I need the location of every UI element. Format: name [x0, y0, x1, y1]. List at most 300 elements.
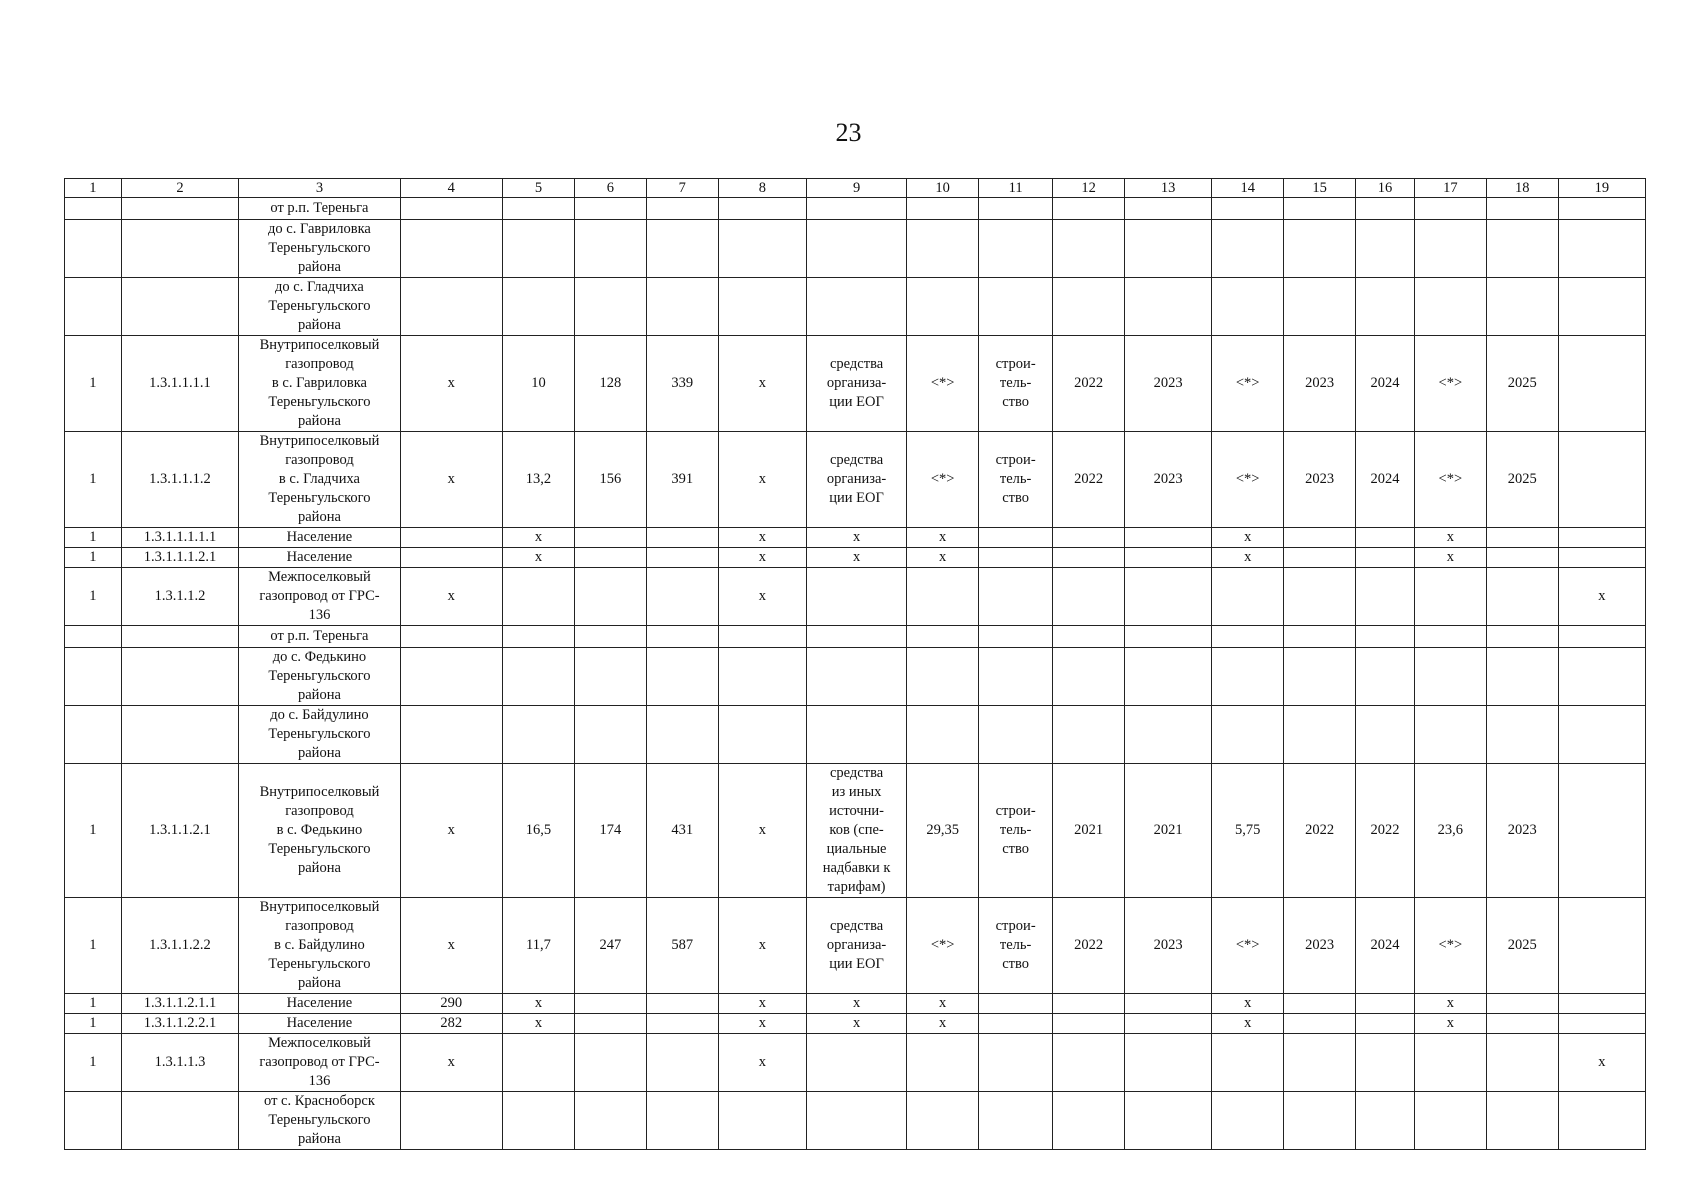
table-cell-col-1: [65, 220, 122, 278]
table-cell-col-16: [1356, 278, 1415, 336]
table-row: [65, 764, 1646, 898]
table-cell-col-12: [1053, 648, 1125, 706]
table-cell-col-15: [1284, 1014, 1356, 1034]
table-cell-col-6: [574, 568, 646, 626]
table-cell-col-14: [1212, 648, 1284, 706]
table-cell-col-15: 2023: [1284, 432, 1356, 528]
table-cell-col-13: [1125, 706, 1212, 764]
table-cell-col-12: [1053, 1014, 1125, 1034]
table-cell-col-1: [65, 1092, 122, 1150]
table-cell-col-16: [1356, 198, 1415, 220]
table-cell-col-8: x: [718, 1014, 806, 1034]
column-header: 7: [646, 179, 718, 198]
table-cell-col-7: [646, 626, 718, 648]
table-cell-col-9: x: [806, 528, 906, 548]
table-cell-col-2: [121, 706, 239, 764]
table-cell-col-8: [718, 648, 806, 706]
table-cell-col-12: [1053, 278, 1125, 336]
column-header: 12: [1053, 179, 1125, 198]
table-cell-col-5: 16,5: [502, 764, 574, 898]
table-cell-col-14: x: [1212, 528, 1284, 548]
table-cell-col-14: [1212, 626, 1284, 648]
table-cell-col-17: 23,6: [1414, 764, 1486, 898]
table-cell-col-13: [1125, 528, 1212, 548]
table-cell-col-18: [1486, 548, 1558, 568]
table-cell-col-18: [1486, 278, 1558, 336]
table-cell-col-11: [979, 548, 1053, 568]
table-cell-col-16: 2024: [1356, 336, 1415, 432]
page-number: 23: [835, 118, 862, 147]
table-cell-col-12: [1053, 220, 1125, 278]
column-header: 1: [65, 179, 122, 198]
table-cell-col-19: [1558, 548, 1645, 568]
table-cell-col-14: <*>: [1212, 336, 1284, 432]
table-cell-col-16: [1356, 548, 1415, 568]
table-cell-col-13: [1125, 548, 1212, 568]
table-cell-col-3: до с. Федькино Тереньгульского района: [239, 648, 400, 706]
table-cell-col-15: [1284, 548, 1356, 568]
table-cell-col-6: 174: [574, 764, 646, 898]
table-cell-col-1: 1: [65, 432, 122, 528]
table-cell-col-2: 1.3.1.1.3: [121, 1034, 239, 1092]
table-cell-col-1: 1: [65, 548, 122, 568]
table-cell-col-2: [121, 278, 239, 336]
table-cell-col-7: [646, 648, 718, 706]
column-header: 4: [400, 179, 502, 198]
table-cell-col-13: 2023: [1125, 898, 1212, 994]
table-cell-col-19: [1558, 898, 1645, 994]
table-cell-col-8: [718, 706, 806, 764]
table-cell-col-3: от с. Красноборск Тереньгульского района: [239, 1092, 400, 1150]
table-cell-col-10: [907, 1034, 979, 1092]
table-row: [65, 1034, 1646, 1092]
table-cell-col-17: x: [1414, 1014, 1486, 1034]
table-cell-col-15: [1284, 278, 1356, 336]
table-cell-col-5: [502, 626, 574, 648]
table-cell-col-1: 1: [65, 994, 122, 1014]
table-cell-col-9: [806, 1092, 906, 1150]
table-cell-col-13: [1125, 1092, 1212, 1150]
table-cell-col-6: [574, 548, 646, 568]
table-cell-col-7: [646, 528, 718, 548]
table-cell-col-9: [806, 626, 906, 648]
table-cell-col-15: [1284, 1092, 1356, 1150]
table-cell-col-3: Население: [239, 994, 400, 1014]
table-cell-col-7: [646, 994, 718, 1014]
table-cell-col-7: 339: [646, 336, 718, 432]
table-cell-col-3: Население: [239, 528, 400, 548]
table-cell-col-17: [1414, 220, 1486, 278]
table-cell-col-19: [1558, 994, 1645, 1014]
table-row: [65, 528, 1646, 548]
table-cell-col-12: [1053, 626, 1125, 648]
table-cell-col-5: x: [502, 1014, 574, 1034]
table-cell-col-10: [907, 706, 979, 764]
table-cell-col-5: [502, 1092, 574, 1150]
table-cell-col-13: [1125, 1014, 1212, 1034]
table-cell-col-11: [979, 1014, 1053, 1034]
table-cell-col-11: [979, 626, 1053, 648]
table-cell-col-12: [1053, 548, 1125, 568]
table-cell-col-4: [400, 626, 502, 648]
table-row: [65, 336, 1646, 432]
table-cell-col-14: [1212, 220, 1284, 278]
table-cell-col-7: [646, 1034, 718, 1092]
table-cell-col-8: x: [718, 994, 806, 1014]
table-cell-col-14: <*>: [1212, 432, 1284, 528]
table-cell-col-6: 156: [574, 432, 646, 528]
table-cell-col-5: [502, 706, 574, 764]
table-cell-col-14: [1212, 706, 1284, 764]
table-row: [65, 432, 1646, 528]
table-cell-col-7: [646, 1014, 718, 1034]
table-cell-col-11: [979, 568, 1053, 626]
table-cell-col-7: 391: [646, 432, 718, 528]
table-cell-col-9: средства организа- ции ЕОГ: [806, 432, 906, 528]
table-cell-col-4: [400, 220, 502, 278]
table-cell-col-1: 1: [65, 528, 122, 548]
table-row: [65, 1014, 1646, 1034]
table-cell-col-9: [806, 706, 906, 764]
table-cell-col-17: x: [1414, 548, 1486, 568]
table-row: [65, 220, 1646, 278]
table-cell-col-3: Внутрипоселковый газопровод в с. Байдулино Тереньгульского района: [239, 898, 400, 994]
table-cell-col-3: до с. Байдулино Тереньгульского района: [239, 706, 400, 764]
table-cell-col-9: [806, 278, 906, 336]
table-cell-col-16: [1356, 626, 1415, 648]
table-cell-col-13: 2021: [1125, 764, 1212, 898]
table-cell-col-6: 128: [574, 336, 646, 432]
table-cell-col-3: от р.п. Тереньга: [239, 626, 400, 648]
table-cell-col-18: 2023: [1486, 764, 1558, 898]
table-cell-col-9: [806, 568, 906, 626]
table-cell-col-15: [1284, 706, 1356, 764]
table-cell-col-8: x: [718, 764, 806, 898]
table-cell-col-2: 1.3.1.1.2.1.1: [121, 994, 239, 1014]
table-cell-col-17: [1414, 1034, 1486, 1092]
table-cell-col-11: [979, 220, 1053, 278]
table-cell-col-17: x: [1414, 994, 1486, 1014]
table-row: [65, 278, 1646, 336]
table-cell-col-4: [400, 198, 502, 220]
table-cell-col-1: 1: [65, 336, 122, 432]
table-cell-col-10: x: [907, 528, 979, 548]
table-cell-col-2: 1.3.1.1.2.2.1: [121, 1014, 239, 1034]
table-cell-col-8: [718, 198, 806, 220]
table-cell-col-9: средства из иных источни- ков (спе- циальные надбавки к тарифам): [806, 764, 906, 898]
table-cell-col-4: x: [400, 336, 502, 432]
table-cell-col-6: [574, 198, 646, 220]
table-cell-col-9: x: [806, 994, 906, 1014]
table-cell-col-6: [574, 626, 646, 648]
table-cell-col-14: [1212, 278, 1284, 336]
table-cell-col-4: x: [400, 1034, 502, 1092]
table-cell-col-11: [979, 994, 1053, 1014]
table-cell-col-5: x: [502, 528, 574, 548]
table-cell-col-8: x: [718, 898, 806, 994]
table-cell-col-9: x: [806, 1014, 906, 1034]
table-cell-col-11: [979, 1034, 1053, 1092]
table-cell-col-4: [400, 706, 502, 764]
table-cell-col-6: [574, 278, 646, 336]
table-cell-col-14: [1212, 198, 1284, 220]
table-cell-col-19: [1558, 1014, 1645, 1034]
table-cell-col-12: 2022: [1053, 898, 1125, 994]
table-cell-col-17: <*>: [1414, 432, 1486, 528]
table-cell-col-11: строи- тель- ство: [979, 336, 1053, 432]
table-cell-col-1: [65, 278, 122, 336]
column-header: 16: [1356, 179, 1415, 198]
table-cell-col-18: [1486, 994, 1558, 1014]
table-cell-col-8: [718, 1092, 806, 1150]
table-cell-col-17: <*>: [1414, 898, 1486, 994]
column-header: 18: [1486, 179, 1558, 198]
table-cell-col-6: [574, 1034, 646, 1092]
table-cell-col-11: [979, 278, 1053, 336]
table-cell-col-10: [907, 278, 979, 336]
table-cell-col-16: 2024: [1356, 898, 1415, 994]
table-cell-col-12: 2022: [1053, 432, 1125, 528]
table-cell-col-10: <*>: [907, 336, 979, 432]
table-cell-col-7: [646, 278, 718, 336]
table-cell-col-9: [806, 220, 906, 278]
table-cell-col-19: [1558, 220, 1645, 278]
table-cell-col-9: x: [806, 548, 906, 568]
table-cell-col-5: [502, 648, 574, 706]
table-row: [65, 648, 1646, 706]
table-cell-col-10: <*>: [907, 432, 979, 528]
table-cell-col-19: [1558, 1092, 1645, 1150]
table-cell-col-15: [1284, 568, 1356, 626]
table-cell-col-19: x: [1558, 568, 1645, 626]
table-cell-col-18: [1486, 528, 1558, 548]
table-cell-col-9: средства организа- ции ЕОГ: [806, 898, 906, 994]
table-cell-col-16: [1356, 220, 1415, 278]
table-cell-col-18: 2025: [1486, 898, 1558, 994]
table-cell-col-15: [1284, 220, 1356, 278]
table-cell-col-10: [907, 568, 979, 626]
table-cell-col-16: [1356, 1034, 1415, 1092]
table-cell-col-8: x: [718, 548, 806, 568]
column-header: 5: [502, 179, 574, 198]
table-cell-col-6: [574, 1014, 646, 1034]
table-cell-col-13: [1125, 568, 1212, 626]
table-cell-col-8: x: [718, 568, 806, 626]
table-cell-col-4: 282: [400, 1014, 502, 1034]
table-cell-col-3: Внутрипоселковый газопровод в с. Гавриловка Тереньгульского района: [239, 336, 400, 432]
table-cell-col-11: строи- тель- ство: [979, 898, 1053, 994]
table-cell-col-3: Межпоселковый газопровод от ГРС- 136: [239, 1034, 400, 1092]
table-cell-col-6: 247: [574, 898, 646, 994]
table-cell-col-12: [1053, 528, 1125, 548]
table-cell-col-6: [574, 220, 646, 278]
table-cell-col-5: 13,2: [502, 432, 574, 528]
table-cell-col-3: Межпоселковый газопровод от ГРС- 136: [239, 568, 400, 626]
table-row: [65, 626, 1646, 648]
table-cell-col-14: x: [1212, 548, 1284, 568]
table-cell-col-3: Внутрипоселковый газопровод в с. Гладчиха Тереньгульского района: [239, 432, 400, 528]
table-cell-col-2: 1.3.1.1.1.2.1: [121, 548, 239, 568]
column-header: 9: [806, 179, 906, 198]
table-cell-col-7: 587: [646, 898, 718, 994]
table-cell-col-15: [1284, 528, 1356, 548]
table-cell-col-1: [65, 626, 122, 648]
table-cell-col-2: 1.3.1.1.2: [121, 568, 239, 626]
table-cell-col-15: [1284, 994, 1356, 1014]
table-cell-col-12: [1053, 1092, 1125, 1150]
column-header: 8: [718, 179, 806, 198]
table-cell-col-10: [907, 1092, 979, 1150]
table-cell-col-2: [121, 220, 239, 278]
table-cell-col-5: [502, 278, 574, 336]
table-cell-col-3: до с. Гавриловка Тереньгульского района: [239, 220, 400, 278]
table-cell-col-4: x: [400, 568, 502, 626]
investment-program-table: [64, 178, 1646, 1150]
table-cell-col-5: [502, 198, 574, 220]
table-cell-col-17: [1414, 1092, 1486, 1150]
table-cell-col-5: [502, 220, 574, 278]
table-cell-col-11: [979, 1092, 1053, 1150]
table-cell-col-13: [1125, 220, 1212, 278]
table-cell-col-16: [1356, 568, 1415, 626]
table-cell-col-10: [907, 198, 979, 220]
table-cell-col-14: [1212, 1092, 1284, 1150]
table-cell-col-19: [1558, 764, 1645, 898]
table-cell-col-7: [646, 548, 718, 568]
table-row: [65, 994, 1646, 1014]
table-cell-col-4: [400, 278, 502, 336]
table-cell-col-8: [718, 220, 806, 278]
table-cell-col-7: [646, 220, 718, 278]
table-cell-col-2: [121, 626, 239, 648]
table-cell-col-1: 1: [65, 898, 122, 994]
table-cell-col-12: [1053, 994, 1125, 1014]
table-cell-col-13: 2023: [1125, 432, 1212, 528]
table-cell-col-4: x: [400, 898, 502, 994]
table-cell-col-16: [1356, 706, 1415, 764]
table-cell-col-12: [1053, 568, 1125, 626]
table-cell-col-18: [1486, 220, 1558, 278]
table-cell-col-10: <*>: [907, 898, 979, 994]
table-cell-col-10: [907, 626, 979, 648]
table-cell-col-10: 29,35: [907, 764, 979, 898]
table-cell-col-9: [806, 648, 906, 706]
table-cell-col-2: [121, 1092, 239, 1150]
table-cell-col-12: 2021: [1053, 764, 1125, 898]
table-cell-col-17: [1414, 198, 1486, 220]
table-cell-col-8: x: [718, 336, 806, 432]
table-cell-col-16: [1356, 1092, 1415, 1150]
table-cell-col-12: [1053, 1034, 1125, 1092]
table-cell-col-7: [646, 198, 718, 220]
table-cell-col-9: [806, 198, 906, 220]
table-cell-col-6: [574, 994, 646, 1014]
table-cell-col-10: x: [907, 548, 979, 568]
table-cell-col-10: x: [907, 994, 979, 1014]
table-cell-col-13: [1125, 648, 1212, 706]
table-cell-col-16: [1356, 528, 1415, 548]
table-cell-col-8: x: [718, 1034, 806, 1092]
table-cell-col-9: [806, 1034, 906, 1092]
table-cell-col-15: [1284, 648, 1356, 706]
table-cell-col-11: [979, 528, 1053, 548]
table-cell-col-19: x: [1558, 1034, 1645, 1092]
table-cell-col-4: x: [400, 432, 502, 528]
table-cell-col-1: 1: [65, 1034, 122, 1092]
table-cell-col-19: [1558, 336, 1645, 432]
table-cell-col-11: строи- тель- ство: [979, 764, 1053, 898]
table-cell-col-13: [1125, 1034, 1212, 1092]
table-row: [65, 706, 1646, 764]
table-cell-col-19: [1558, 648, 1645, 706]
table-cell-col-19: [1558, 432, 1645, 528]
table-cell-col-16: [1356, 994, 1415, 1014]
table-row: [65, 548, 1646, 568]
column-header: 10: [907, 179, 979, 198]
table-cell-col-2: [121, 648, 239, 706]
table-cell-col-5: [502, 1034, 574, 1092]
table-cell-col-10: x: [907, 1014, 979, 1034]
table-row: [65, 1092, 1646, 1150]
table-cell-col-18: [1486, 626, 1558, 648]
table-cell-col-5: [502, 568, 574, 626]
column-header: 11: [979, 179, 1053, 198]
table-cell-col-15: 2023: [1284, 336, 1356, 432]
table-body: [65, 198, 1646, 1150]
table-cell-col-19: [1558, 198, 1645, 220]
table-cell-col-3: от р.п. Тереньга: [239, 198, 400, 220]
table-cell-col-4: [400, 548, 502, 568]
table-cell-col-2: 1.3.1.1.1.1: [121, 336, 239, 432]
table-cell-col-18: [1486, 1034, 1558, 1092]
table-cell-col-12: 2022: [1053, 336, 1125, 432]
table-cell-col-13: 2023: [1125, 336, 1212, 432]
table-cell-col-9: средства организа- ции ЕОГ: [806, 336, 906, 432]
table-cell-col-13: [1125, 994, 1212, 1014]
table-cell-col-13: [1125, 626, 1212, 648]
column-header: 13: [1125, 179, 1212, 198]
column-header: 19: [1558, 179, 1645, 198]
table-cell-col-4: [400, 528, 502, 548]
table-cell-col-3: до с. Гладчиха Тереньгульского района: [239, 278, 400, 336]
table-cell-col-10: [907, 648, 979, 706]
table-cell-col-19: [1558, 278, 1645, 336]
table-cell-col-5: x: [502, 548, 574, 568]
table-cell-col-2: 1.3.1.1.1.2: [121, 432, 239, 528]
table-cell-col-17: [1414, 278, 1486, 336]
table-cell-col-15: [1284, 198, 1356, 220]
table-cell-col-14: x: [1212, 994, 1284, 1014]
table-cell-col-15: [1284, 1034, 1356, 1092]
table-cell-col-6: [574, 528, 646, 548]
table-cell-col-1: [65, 706, 122, 764]
table-cell-col-15: 2023: [1284, 898, 1356, 994]
table-cell-col-11: [979, 648, 1053, 706]
column-header: 3: [239, 179, 400, 198]
table-cell-col-19: [1558, 528, 1645, 548]
table-cell-col-3: Население: [239, 548, 400, 568]
table-cell-col-18: 2025: [1486, 432, 1558, 528]
table-cell-col-5: 10: [502, 336, 574, 432]
table-cell-col-18: [1486, 568, 1558, 626]
table-cell-col-1: 1: [65, 764, 122, 898]
table-cell-col-7: 431: [646, 764, 718, 898]
table-cell-col-7: [646, 706, 718, 764]
table-cell-col-4: 290: [400, 994, 502, 1014]
table-cell-col-11: строи- тель- ство: [979, 432, 1053, 528]
table-cell-col-15: [1284, 626, 1356, 648]
column-header: 17: [1414, 179, 1486, 198]
